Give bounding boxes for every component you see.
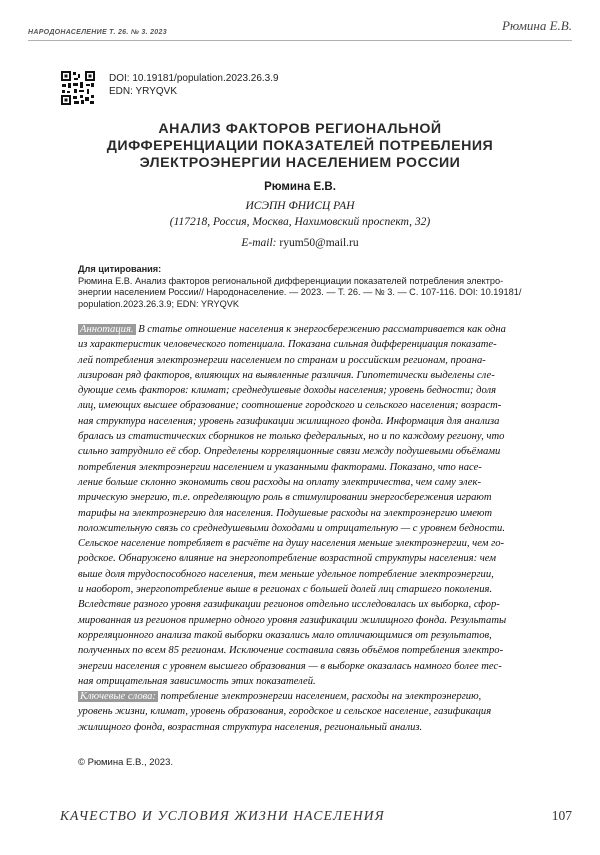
abstract-line: Сельское население потребляет в расчёте на душу населения меньше электроэнергии, чем го- — [78, 538, 505, 550]
abstract-line: родское. Обнаружено влияние на энергопотребление возрастной структуры населения: чем — [78, 553, 496, 565]
abstract-line: корреляционного анализа такой выборки оказались мало отличающимися от результатов, — [78, 629, 492, 641]
title-line: АНАЛИЗ ФАКТОРОВ РЕГИОНАЛЬНОЙ — [158, 121, 442, 137]
abstract-line: трическую энергию, т.е. определяющую роль в стимулировании энергосбережения играют — [78, 492, 492, 504]
abstract-line: лиц, имеющих высшее образование; соотношение городского и сельского населения; возраст- — [78, 400, 502, 412]
journal-reference: НАРОДОНАСЕЛЕНИЕ Т. 26. № 3. 2023 — [28, 29, 167, 36]
abstract-line: Вследствие разного уровня газификации регионов отдельно исследовалась их выборка, сфор- — [78, 599, 500, 611]
keywords-text: потребление электроэнергии населением, расходы на электроэнергию, — [160, 691, 482, 703]
article-identifiers — [109, 72, 279, 98]
abstract-text: В статье отношение населения к энергосбережению рассматривается как одна — [138, 324, 506, 335]
page-number: 107 — [551, 808, 572, 823]
copyright-notice: © Рюмина Е.В., 2023. — [78, 757, 174, 768]
email-link[interactable]: ryum50@mail.ru — [279, 237, 359, 249]
affiliation-address: (117218, Россия, Москва, Нахимовский проспект, 32) — [169, 216, 431, 228]
abstract-line: потребления электроэнергии населением и указанными факторами. Показано, что насе- — [78, 461, 482, 473]
abstract-first-line — [78, 322, 548, 337]
abstract-line: выше доля трудоспособного населения, тем меньше удельное потребление электроэнергии, — [78, 568, 494, 580]
qr-code-icon — [60, 70, 96, 106]
abstract-line: положительную связь со среднедушевыми доходами и отрицательную — с уровнем бедности. — [78, 522, 505, 534]
abstract-line: ная структура населения; уровень газификации жилищного фонда. Информация для анализа — [78, 415, 500, 427]
abstract-line: ная отрицательная зависимость этих показателей. — [78, 675, 316, 687]
title-line: ЭЛЕКТРОЭНЕРГИИ НАСЕЛЕНИЕМ РОССИИ — [139, 155, 461, 171]
abstract-line: сильно затруднило её сбор. Определены корреляционные связи между подушевыми объёмами — [78, 446, 501, 458]
email-label: E-mail: — [241, 237, 277, 249]
affiliation — [0, 198, 600, 230]
citation-line: population.2023.26.3.9; EDN: YRYQVK — [78, 299, 240, 310]
abstract-line: бралась из статистических сборников не только федеральных, но и по каждому региону, что — [78, 431, 505, 443]
abstract-line: тарифы на электроэнергию для населения. Подушевые расходы на электроэнергию имеют — [78, 507, 493, 519]
abstract-line: из характеристик человеческого потенциала. Показана сильная дифференциация показате- — [78, 339, 497, 351]
article-title — [60, 121, 540, 172]
citation-line: Рюмина Е.В. Анализ факторов региональной дифференциации показателей потребления электро- — [78, 275, 504, 286]
citation-block — [78, 264, 540, 311]
abstract — [78, 322, 548, 735]
abstract-line: дующие семь факторов: климат; среднедушевые доходы населения; уровень бедности; доля — [78, 385, 497, 397]
keywords-first-line — [78, 689, 548, 704]
abstract-line: лей потребления электроэнергии населением по странам и российским регионам, проана- — [78, 354, 486, 366]
affiliation-org: ИСЭПН ФНИСЦ РАН — [245, 200, 355, 212]
title-line: ДИФФЕРЕНЦИАЦИИ ПОКАЗАТЕЛЕЙ ПОТРЕБЛЕНИЯ — [106, 138, 494, 154]
citation-line: энергии населением России// Народонаселение. — 2023. — Т. 26. — № 3. — С. 107-116. DOI: 10.19181/ — [78, 287, 522, 298]
journal-name: КАЧЕСТВО И УСЛОВИЯ ЖИЗНИ НАСЕЛЕНИЯ — [60, 808, 385, 823]
author-name: Рюмина Е.В. — [264, 181, 336, 193]
abstract-line: ление больше склонно экономить свои расходы на оплату электричества, чем саму элек- — [78, 476, 481, 488]
author-email — [0, 237, 600, 249]
page-footer — [60, 808, 572, 828]
running-header — [28, 0, 572, 41]
keywords-line: жилищного фонда, возрастная структура населения, региональный анализ. — [78, 721, 423, 733]
abstract-line: полученных по всем 85 регионам. Исключение составила связь объёмов потребления электро- — [78, 645, 504, 657]
keywords-line: уровень жизни, климат, уровень образования, городское и сельское население, газификация — [78, 706, 492, 718]
edn: EDN: YRYQVK — [109, 86, 177, 97]
abstract-label: Аннотация. — [80, 324, 134, 335]
abstract-line: и наоборот, энергопотребление выше в регионах с большей долей лиц старшего поколения. — [78, 584, 493, 596]
abstract-line: мированная из регионов примерно одного уровня газификации жилищного фонда. Результаты — [78, 614, 507, 626]
keywords-label: Ключевые слова: — [80, 691, 156, 703]
keywords-body — [78, 704, 548, 735]
abstract-line: энергии населения с уровнем высшего образования — в выборке оказалась намного более тес- — [78, 660, 502, 672]
header-author: Рюмина Е.В. — [502, 18, 572, 33]
abstract-line: лизирован ряд факторов, влияющих на выявленные различия. Гипотетически выделены сле- — [78, 369, 495, 381]
abstract-body — [78, 337, 548, 689]
doi: DOI: 10.19181/population.2023.26.3.9 — [109, 73, 279, 84]
citation-label: Для цитирования: — [78, 264, 162, 274]
